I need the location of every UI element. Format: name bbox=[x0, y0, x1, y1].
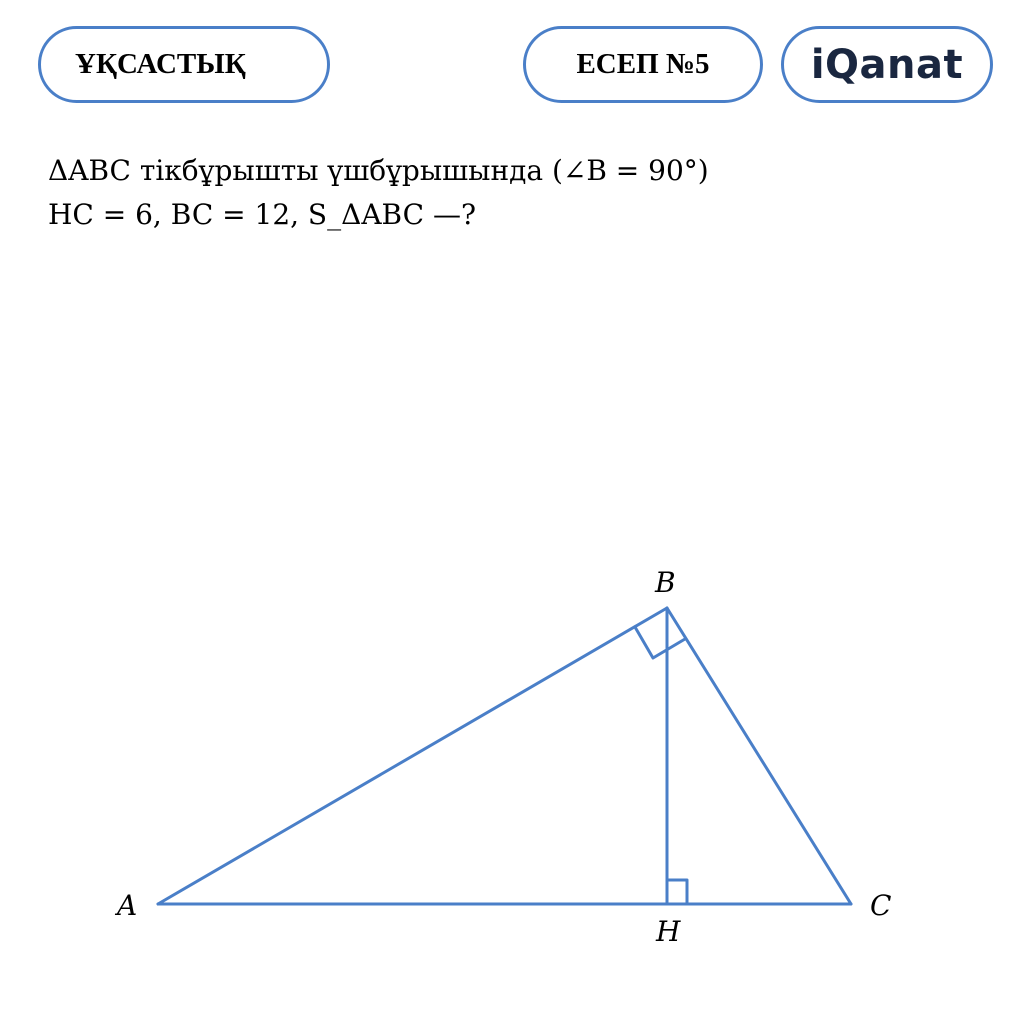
vertex-label-c: C bbox=[870, 889, 892, 922]
task-number-label: ЕСЕП №5 bbox=[576, 48, 710, 80]
side-bc bbox=[667, 608, 851, 904]
side-ab bbox=[158, 608, 667, 904]
logo-text: iQanat bbox=[810, 41, 964, 88]
right-angle-mark-h bbox=[667, 880, 687, 904]
right-angle-mark-b bbox=[635, 627, 685, 658]
vertex-label-b: B bbox=[655, 566, 676, 599]
topic-label: ҰҚСАСТЫҚ bbox=[75, 48, 246, 80]
vertex-label-a: A bbox=[117, 889, 138, 922]
problem-statement-line-1: ΔABC тікбұрышты үшбұрышында (∠B = 90°) bbox=[48, 154, 709, 187]
problem-statement-line-2: HC = 6, BC = 12, S_ΔABC —? bbox=[48, 198, 476, 231]
vertex-label-h: H bbox=[656, 915, 681, 948]
